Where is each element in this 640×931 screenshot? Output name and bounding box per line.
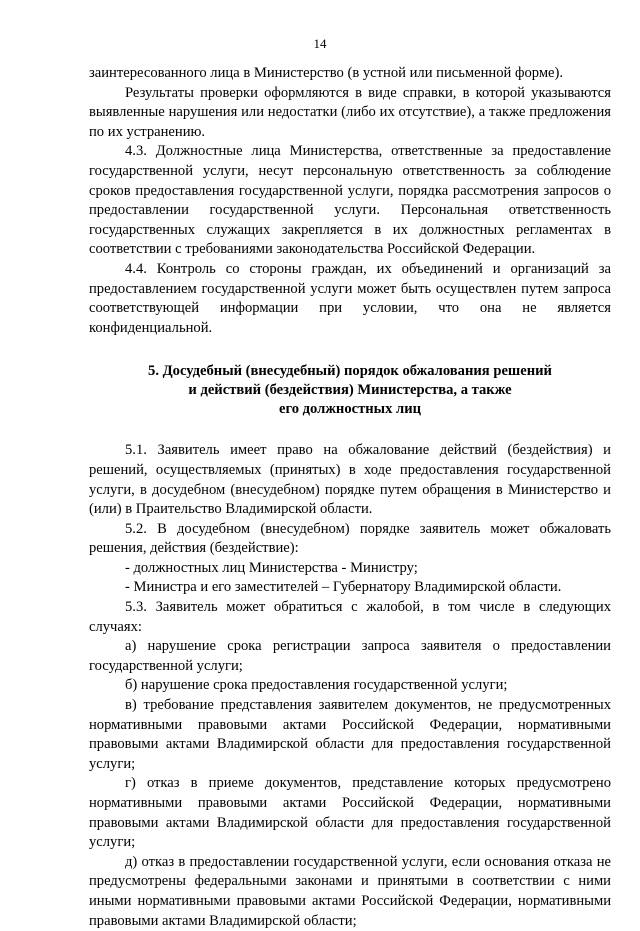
list-item: - Министра и его заместителей – Губернатору Владимирской области. — [125, 579, 562, 596]
list-item: в) требование представления заявителем документов, не предусмотренных нормативными правовыми актами Российской Федерации, нормативными правовыми актами Владимирской области для предоставления государственной услуги; — [89, 697, 611, 772]
section-heading-line: и действий (бездействия) Министерства, а также — [188, 382, 512, 399]
paragraph: Результаты проверки оформляются в виде справки, в которой указываются выявленные нарушения или недостатки (либо их отсутствие), а также предложения по их устранению. — [89, 84, 611, 140]
paragraph-5-2: 5.2. В досудебном (внесудебном) порядке заявитель может обжаловать решения, действия (бездействие): — [89, 520, 611, 557]
paragraph-4-4: 4.4. Контроль со стороны граждан, их объединений и организаций за предоставлением государственной услуги может быть осуществлен путем запроса соответствующей информации при условии, что она не является конфиденциальной. — [89, 260, 611, 336]
paragraph-4-3: 4.3. Должностные лица Министерства, ответственные за предоставление государственной услуги, несут персональную ответственность за соблюдение сроков предоставления государственной услуги, порядка рассмотрения запросов о предоставлении государственной услуги. Персональная ответственность государственных служащих закрепляется в их должностных регламентах в соответствии с требованиями законодательства Российской Федерации. — [89, 143, 611, 258]
list-item: а) нарушение срока регистрации запроса заявителя о предоставлении государственной услуги; — [89, 638, 611, 674]
list-item: д) отказ в предоставлении государственной услуги, если основания отказа не предусмотрены федеральными законами и принятыми в соответствии с ними иными нормативными правовыми актами Российской Федерации, нормативными правовыми актами Владимирской области; — [89, 853, 611, 929]
list-item: г) отказ в приеме документов, представление которых предусмотрено нормативными правовыми актами Российской Федерации, нормативными правовыми актами Владимирской области для предоставления государственной услуги; — [89, 775, 611, 851]
list-item: - должностных лиц Министерства - Министру; — [125, 559, 418, 576]
paragraph-5-1: 5.1. Заявитель имеет право на обжалование действий (бездействия) и решений, осуществляемых (принятых) в ходе предоставления государственной услуги, в досудебном (внесудебном) порядке путем обращения в Министерство и (или) в Праительство Владимирской области. — [89, 442, 611, 518]
document-body — [89, 64, 611, 931]
paragraph-5-3: 5.3. Заявитель может обратиться с жалобой, в том числе в следующих случаях: — [89, 599, 611, 635]
section-heading — [89, 362, 611, 419]
section-heading-line: 5. Досудебный (внесудебный) порядок обжалования решений — [148, 363, 552, 380]
paragraph: заинтересованного лица в Министерство (в устной или письменной форме). — [89, 65, 564, 81]
list-item: б) нарушение срока предоставления государственной услуги; — [125, 677, 508, 694]
section-heading-line: его должностных лиц — [278, 401, 422, 418]
page-number: 14 — [313, 36, 327, 51]
